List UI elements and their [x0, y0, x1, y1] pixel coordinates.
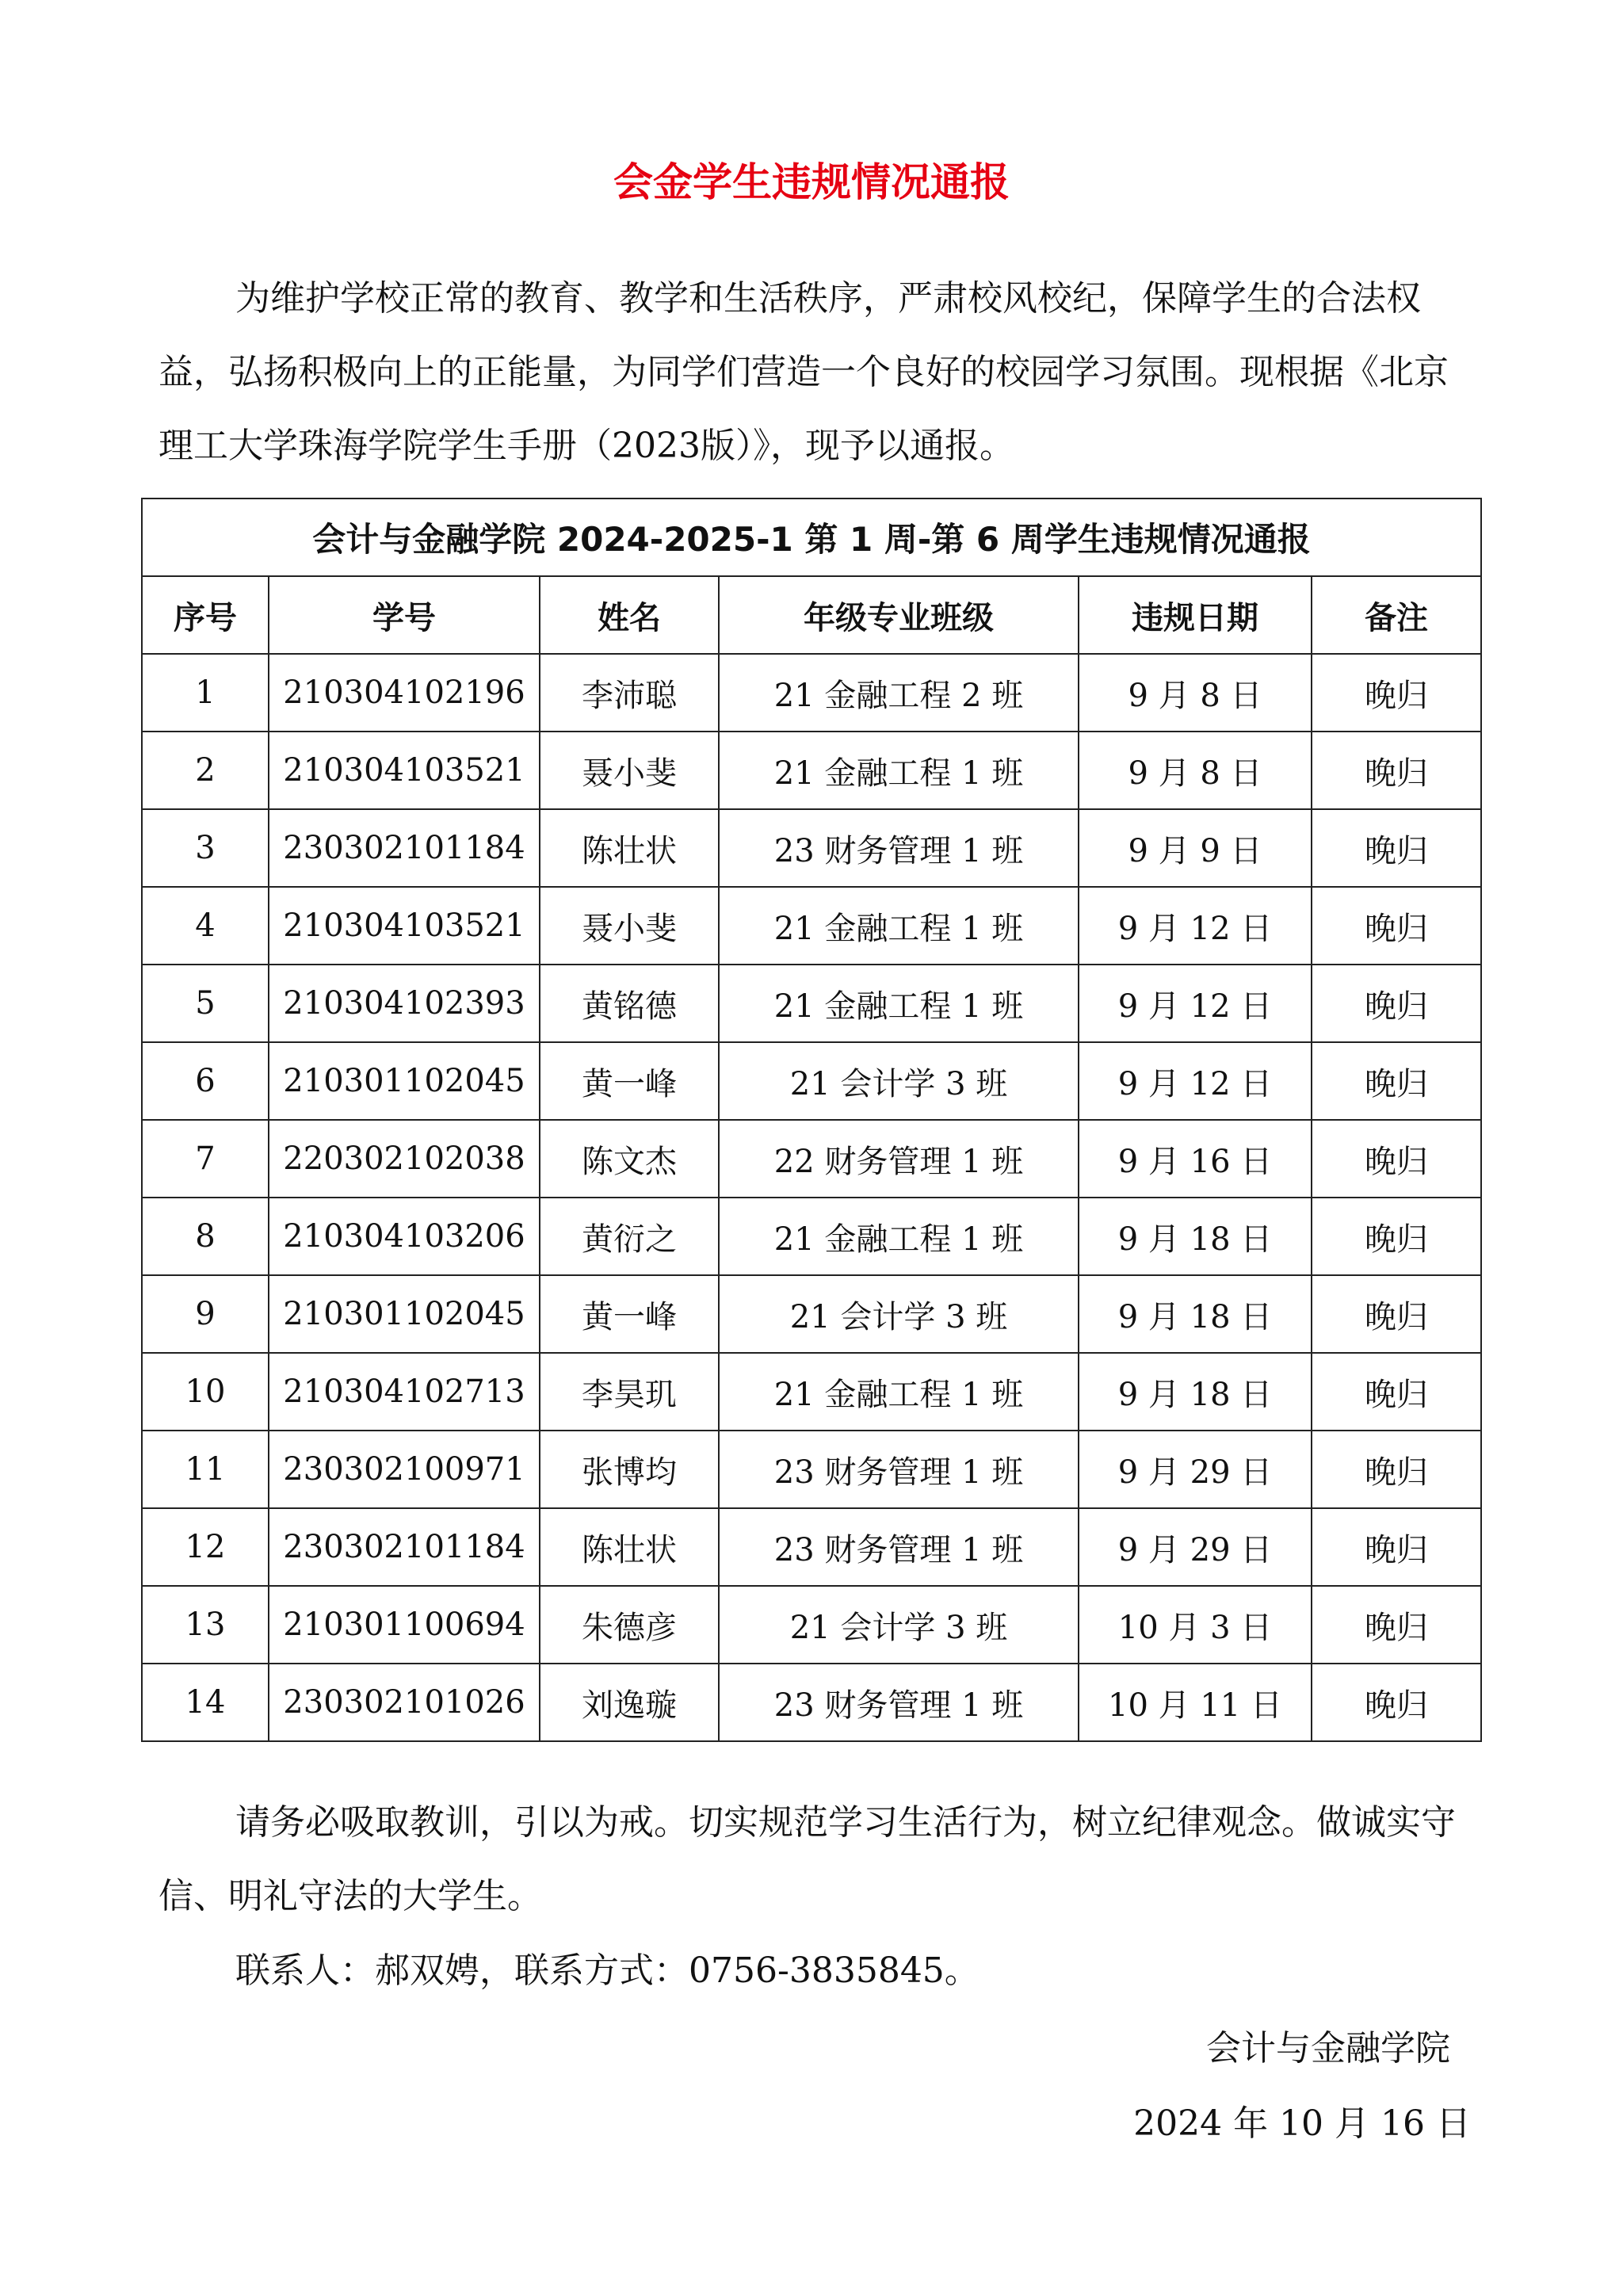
cell-class: 23 财务管理 1 班	[719, 1508, 1079, 1586]
table-caption-row	[142, 499, 1481, 576]
cell-remark: 晚归	[1312, 1275, 1481, 1353]
header-remark: 备注	[1312, 576, 1481, 654]
signature-org: 会计与金融学院	[1206, 2028, 1450, 2069]
table-row	[142, 654, 1481, 732]
signature-date: 2024 年 10 月 16 日	[1133, 2103, 1471, 2144]
cell-student-id: 220302102038	[269, 1120, 540, 1198]
cell-index: 11	[142, 1431, 269, 1508]
cell-student-id: 210304103206	[269, 1198, 540, 1275]
cell-remark: 晚归	[1312, 809, 1481, 887]
cell-date: 9 月 9 日	[1079, 809, 1312, 887]
cell-index: 7	[142, 1120, 269, 1198]
cell-remark: 晚归	[1312, 1353, 1481, 1431]
cell-class: 23 财务管理 1 班	[719, 809, 1079, 887]
cell-remark: 晚归	[1312, 1120, 1481, 1198]
violation-table	[141, 498, 1482, 1742]
cell-class: 21 金融工程 1 班	[719, 1198, 1079, 1275]
cell-date: 9 月 8 日	[1079, 654, 1312, 732]
table-row	[142, 1508, 1481, 1586]
cell-class: 22 财务管理 1 班	[719, 1120, 1079, 1198]
table-row	[142, 1198, 1481, 1275]
table-row	[142, 1664, 1481, 1741]
cell-remark: 晚归	[1312, 1508, 1481, 1586]
cell-date: 9 月 12 日	[1079, 1042, 1312, 1120]
cell-class: 21 会计学 3 班	[719, 1586, 1079, 1664]
cell-remark: 晚归	[1312, 654, 1481, 732]
table-caption: 会计与金融学院 2024-2025-1 第 1 周-第 6 周学生违规情况通报	[142, 499, 1481, 576]
cell-name: 李昊玑	[540, 1353, 719, 1431]
table-header-row	[142, 576, 1481, 654]
table-row	[142, 732, 1481, 809]
cell-student-id: 210304103521	[269, 887, 540, 965]
cell-student-id: 210304102713	[269, 1353, 540, 1431]
cell-student-id: 210304102196	[269, 654, 540, 732]
cell-date: 9 月 18 日	[1079, 1353, 1312, 1431]
cell-remark: 晚归	[1312, 1042, 1481, 1120]
cell-class: 21 金融工程 1 班	[719, 965, 1079, 1042]
cell-index: 8	[142, 1198, 269, 1275]
cell-student-id: 230302100971	[269, 1431, 540, 1508]
cell-class: 21 金融工程 1 班	[719, 887, 1079, 965]
table-row	[142, 1353, 1481, 1431]
cell-name: 陈壮状	[540, 809, 719, 887]
cell-index: 2	[142, 732, 269, 809]
cell-index: 10	[142, 1353, 269, 1431]
cell-index: 3	[142, 809, 269, 887]
cell-class: 21 金融工程 2 班	[719, 654, 1079, 732]
cell-date: 9 月 29 日	[1079, 1508, 1312, 1586]
header-name: 姓名	[540, 576, 719, 654]
cell-remark: 晚归	[1312, 732, 1481, 809]
cell-index: 6	[142, 1042, 269, 1120]
table-row	[142, 1042, 1481, 1120]
cell-name: 李沛聪	[540, 654, 719, 732]
cell-student-id: 210301100694	[269, 1586, 540, 1664]
cell-name: 陈壮状	[540, 1508, 719, 1586]
cell-remark: 晚归	[1312, 1198, 1481, 1275]
cell-date: 9 月 29 日	[1079, 1431, 1312, 1508]
table-row	[142, 1431, 1481, 1508]
cell-student-id: 230302101184	[269, 1508, 540, 1586]
cell-student-id: 230302101026	[269, 1664, 540, 1741]
cell-remark: 晚归	[1312, 1664, 1481, 1741]
contact-line: 联系人：郝双娉，联系方式：0756-3835845。	[235, 1950, 980, 1991]
cell-index: 14	[142, 1664, 269, 1741]
cell-date: 9 月 16 日	[1079, 1120, 1312, 1198]
cell-class: 21 会计学 3 班	[719, 1275, 1079, 1353]
cell-index: 12	[142, 1508, 269, 1586]
table-row	[142, 1586, 1481, 1664]
header-class: 年级专业班级	[719, 576, 1079, 654]
intro-paragraph: 为维护学校正常的教育、教学和生活秩序，严肃校风校纪，保障学生的合法权益，弘扬积极向上的正能量，为同学们营造一个良好的校园学习氛围。现根据《北京理工大学珠海学院学生手册（2023版）》，现予以通报。	[158, 278, 1449, 466]
cell-name: 黄衍之	[540, 1198, 719, 1275]
cell-class: 21 金融工程 1 班	[719, 1353, 1079, 1431]
cell-student-id: 210301102045	[269, 1275, 540, 1353]
table-row	[142, 965, 1481, 1042]
cell-student-id: 210301102045	[269, 1042, 540, 1120]
cell-class: 21 金融工程 1 班	[719, 732, 1079, 809]
table-body	[142, 654, 1481, 1741]
cell-name: 聂小斐	[540, 887, 719, 965]
document-title: 会金学生违规情况通报	[613, 159, 1010, 205]
cell-name: 黄一峰	[540, 1275, 719, 1353]
cell-remark: 晚归	[1312, 887, 1481, 965]
cell-date: 9 月 18 日	[1079, 1198, 1312, 1275]
cell-date: 9 月 12 日	[1079, 965, 1312, 1042]
cell-date: 10 月 3 日	[1079, 1586, 1312, 1664]
cell-date: 9 月 8 日	[1079, 732, 1312, 809]
closing-paragraph: 请务必吸取教训，引以为戒。切实规范学习生活行为，树立纪律观念。做诚实守信、明礼守法的大学生。	[158, 1802, 1456, 1916]
header-index: 序号	[142, 576, 269, 654]
cell-index: 5	[142, 965, 269, 1042]
cell-remark: 晚归	[1312, 1586, 1481, 1664]
cell-name: 张博均	[540, 1431, 719, 1508]
cell-index: 1	[142, 654, 269, 732]
cell-name: 黄一峰	[540, 1042, 719, 1120]
cell-index: 4	[142, 887, 269, 965]
cell-class: 21 会计学 3 班	[719, 1042, 1079, 1120]
cell-index: 9	[142, 1275, 269, 1353]
header-date: 违规日期	[1079, 576, 1312, 654]
cell-date: 9 月 18 日	[1079, 1275, 1312, 1353]
cell-index: 13	[142, 1586, 269, 1664]
cell-name: 黄铭德	[540, 965, 719, 1042]
cell-name: 聂小斐	[540, 732, 719, 809]
cell-date: 9 月 12 日	[1079, 887, 1312, 965]
table-row	[142, 809, 1481, 887]
header-student-id: 学号	[269, 576, 540, 654]
cell-class: 23 财务管理 1 班	[719, 1664, 1079, 1741]
cell-student-id: 230302101184	[269, 809, 540, 887]
cell-student-id: 210304102393	[269, 965, 540, 1042]
cell-student-id: 210304103521	[269, 732, 540, 809]
table-row	[142, 1120, 1481, 1198]
cell-name: 陈文杰	[540, 1120, 719, 1198]
cell-name: 刘逸璇	[540, 1664, 719, 1741]
table-row	[142, 887, 1481, 965]
cell-class: 23 财务管理 1 班	[719, 1431, 1079, 1508]
cell-name: 朱德彦	[540, 1586, 719, 1664]
table-row	[142, 1275, 1481, 1353]
cell-remark: 晚归	[1312, 965, 1481, 1042]
cell-date: 10 月 11 日	[1079, 1664, 1312, 1741]
cell-remark: 晚归	[1312, 1431, 1481, 1508]
